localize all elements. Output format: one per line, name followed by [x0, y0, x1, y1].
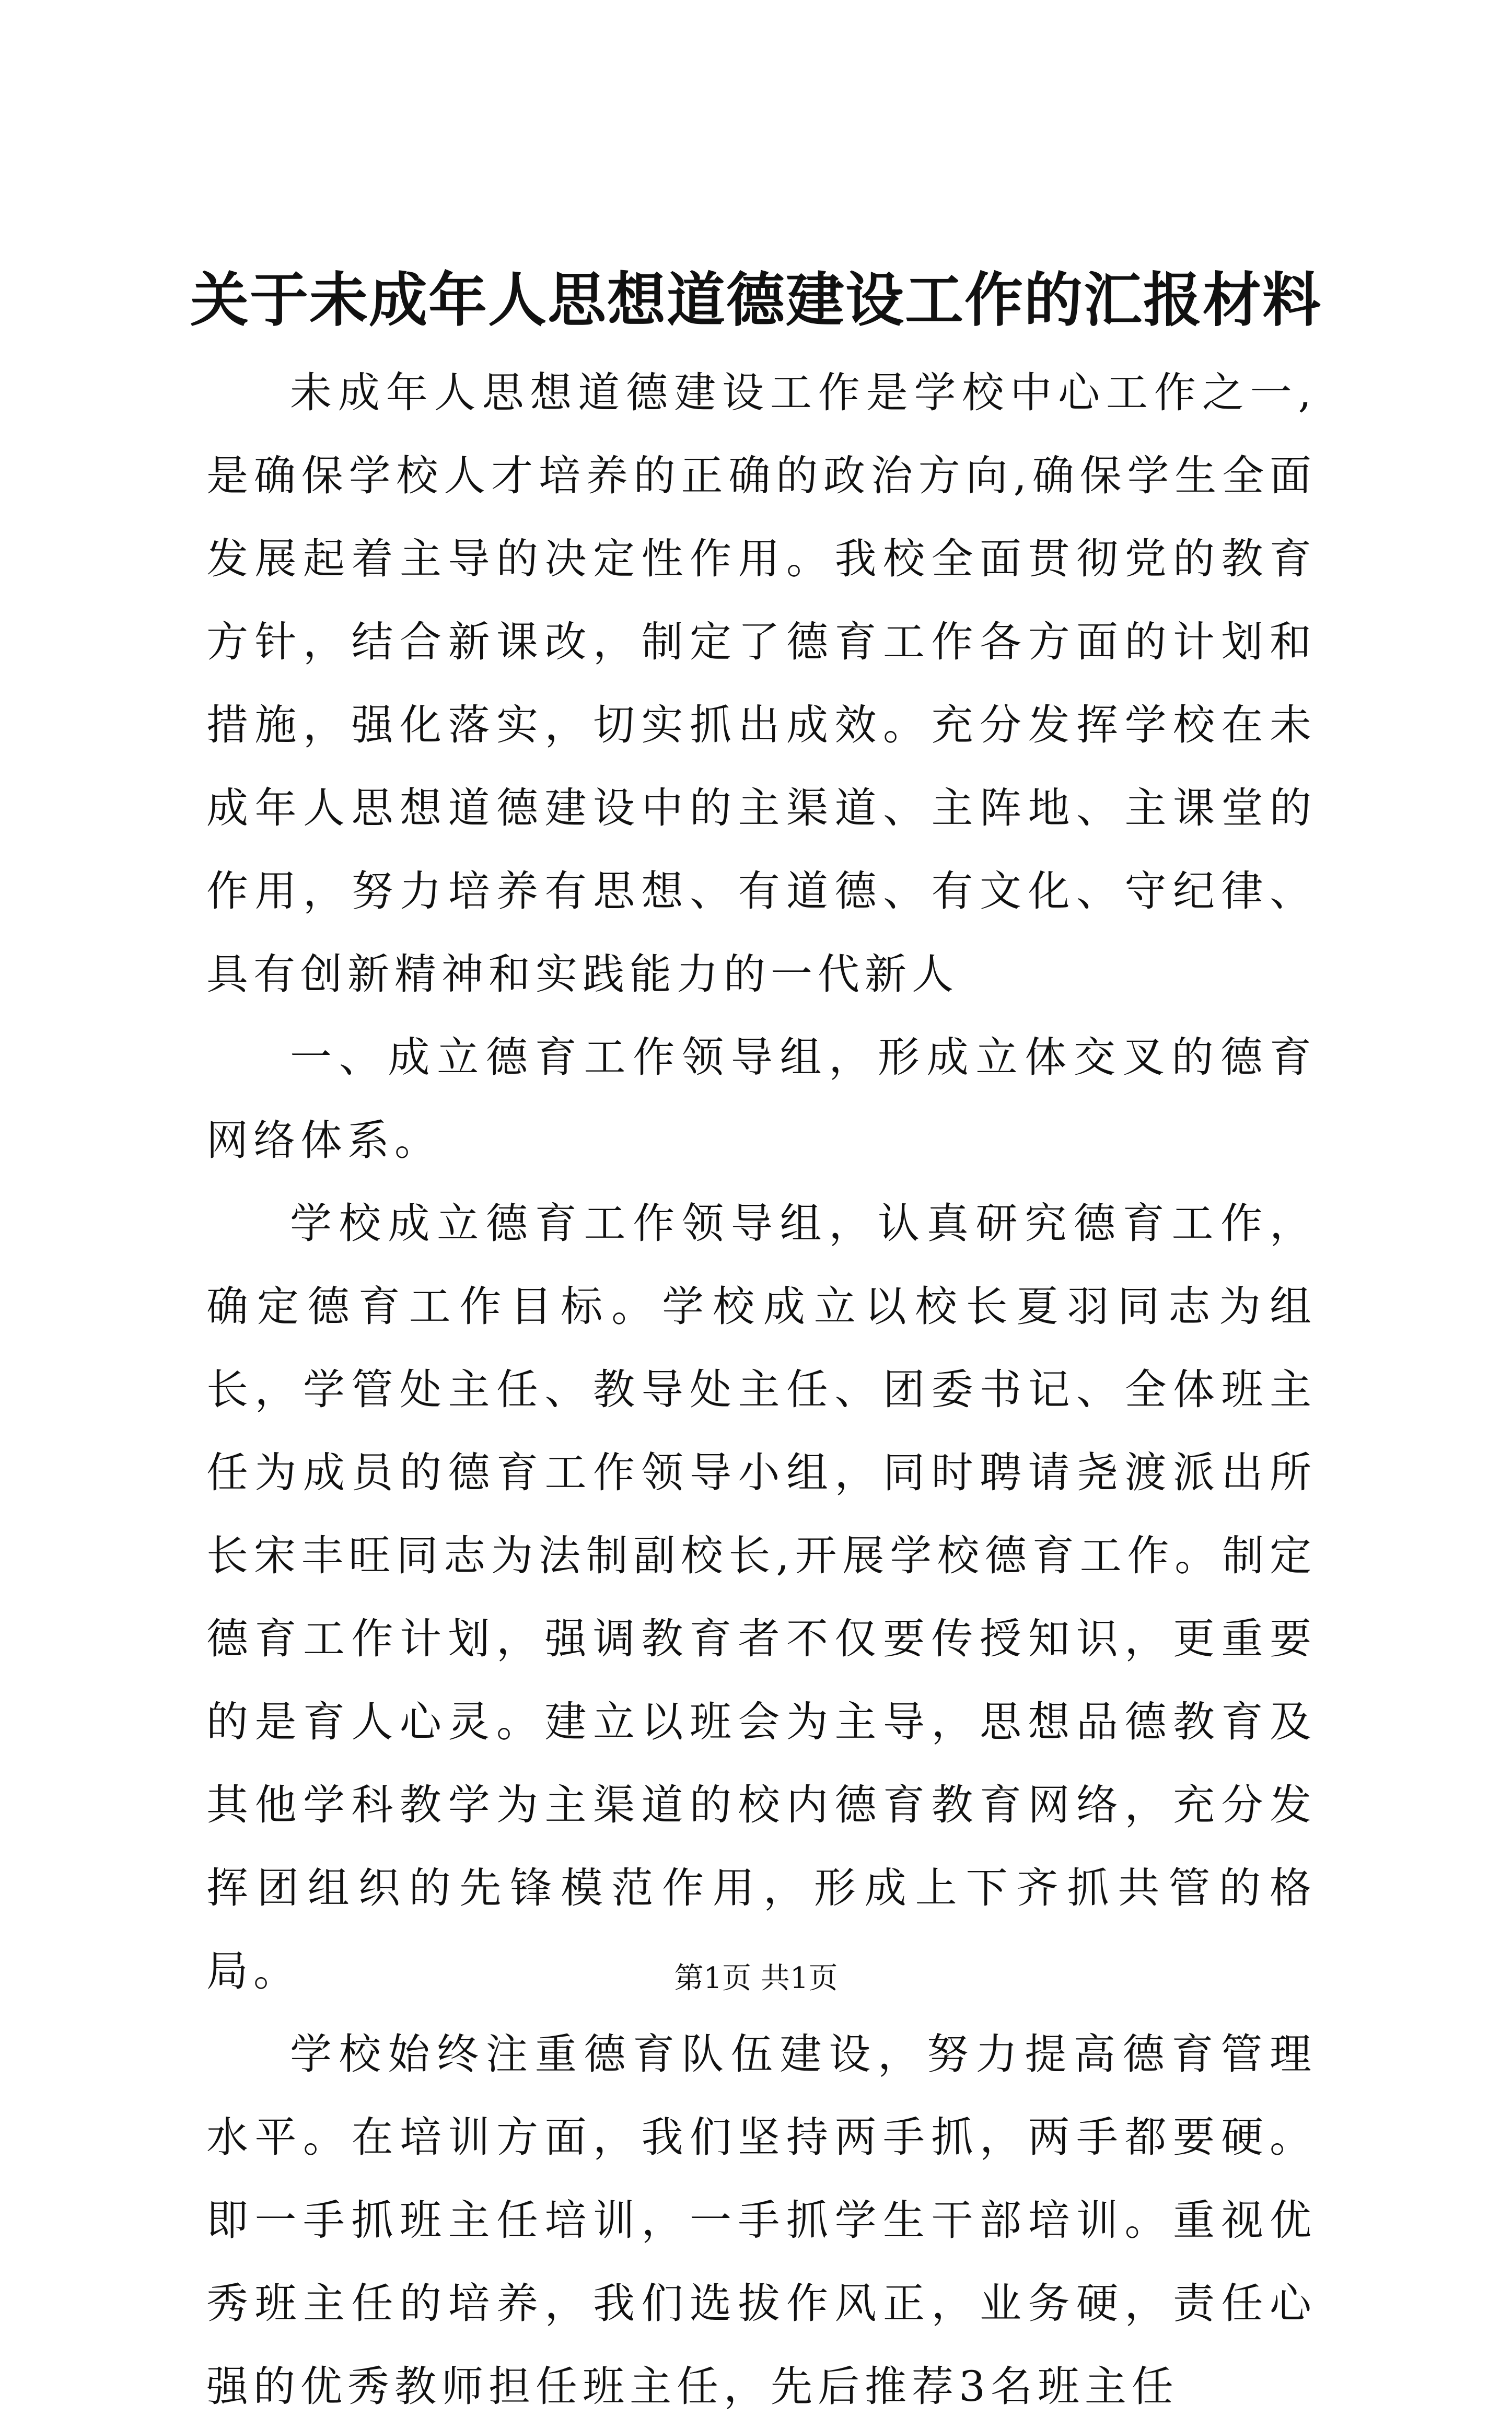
page-footer: 第1页 共1页: [674, 1961, 838, 1995]
paragraph-section-heading-1: 一、成立德育工作领导组，形成立体交叉的德育网络体系。: [206, 1033, 1317, 1165]
paragraph-team-building: 学校始终注重德育队伍建设，努力提高德育管理水平。在培训方面，我们坚持两手抓，两手都要硬。即一手抓班主任培训，一手抓学生干部培训。重视优秀班主任的培养，我们选拔作风正，业务硬，责任心强的优秀教师担任班主任，先后推荐3名班主任: [206, 2030, 1317, 2411]
document-body: [206, 351, 1317, 2428]
paragraph-leadership-group: 学校成立德育工作领导组，认真研究德育工作，确定德育工作目标。学校成立以校长夏羽同志为组长，学管处主任、教导处主任、团委书记、全体班主任为成员的德育工作领导小组，同时聘请尧渡派出所长宋丰旺同志为法制副校长,开展学校德育工作。制定德育工作计划，强调教育者不仅要传授知识，更重要的是育人心灵。建立以班会为主导，思想品德教育及其他学科教学为主渠道的校内德育教育网络，充分发挥团组织的先锋模范作用，形成上下齐抓共管的格局。: [206, 1199, 1317, 1995]
document-title: 关于未成年人思想道德建设工作的汇报材料: [190, 266, 1322, 334]
paragraph-intro: 未成年人思想道德建设工作是学校中心工作之一,是确保学校人才培养的正确的政治方向,确保学生全面发展起着主导的决定性作用。我校全面贯彻党的教育方针，结合新课改，制定了德育工作各方面的计划和措施，强化落实，切实抓出成效。充分发挥学校在未成年人思想道德建设中的主渠道、主阵地、主课堂的作用，努力培养有思想、有道德、有文化、守纪律、具有创新精神和实践能力的一代新人: [206, 368, 1317, 998]
